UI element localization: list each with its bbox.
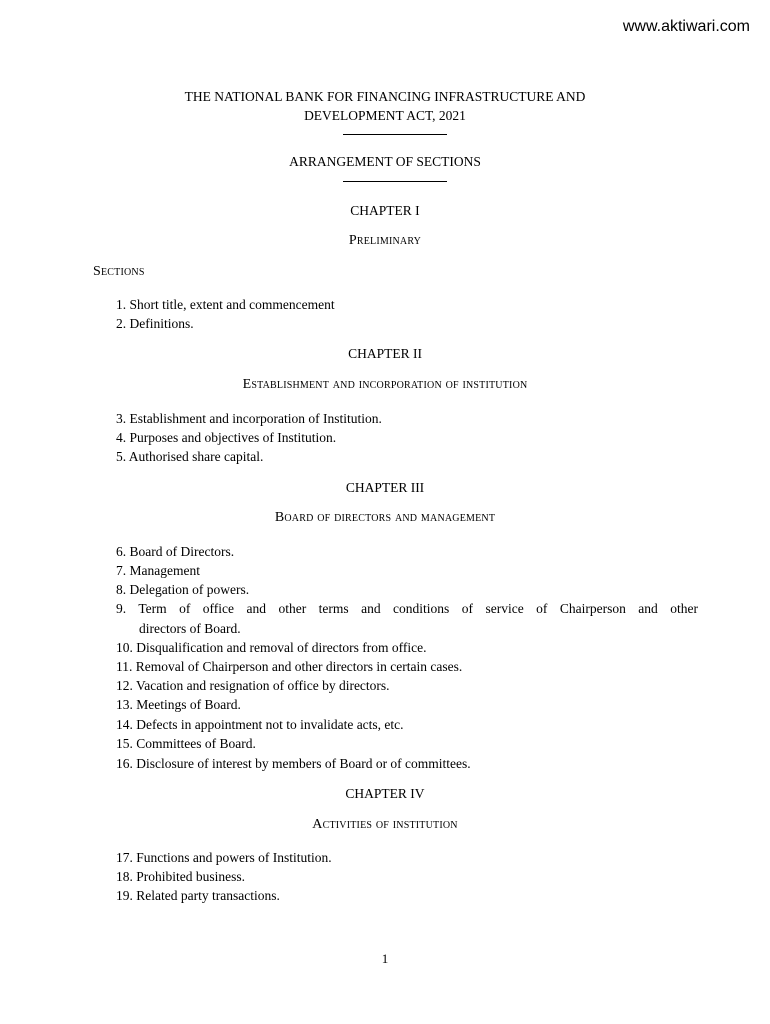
section-item: 16. Disclosure of interest by members of Board or of committees.: [116, 756, 471, 771]
chapter-3-subheading: Board of directors and management: [274, 510, 496, 525]
section-item: 9. Term of office and other terms and conditions of service of Chairperson and other: [116, 601, 698, 616]
section-item: 18. Prohibited business.: [116, 869, 246, 884]
arrangement-rule: [343, 181, 447, 182]
chapter-2-heading: CHAPTER II: [348, 346, 422, 361]
section-item: 6. Board of Directors.: [116, 544, 235, 559]
section-item: 7. Management: [116, 563, 200, 578]
section-item: 2. Definitions.: [116, 316, 194, 331]
section-item: 1. Short title, extent and commencement: [116, 297, 335, 312]
section-item: 4. Purposes and objectives of Institution.: [116, 430, 337, 445]
section-item: 3. Establishment and incorporation of Institution.: [116, 411, 382, 426]
section-item: 11. Removal of Chairperson and other directors in certain cases.: [116, 659, 463, 674]
title-rule: [343, 134, 447, 135]
sections-label: Sections: [93, 264, 145, 279]
section-item: 10. Disqualification and removal of directors from office.: [116, 640, 427, 655]
section-item: 8. Delegation of powers.: [116, 582, 250, 597]
watermark: www.aktiwari.com: [622, 18, 750, 35]
section-item: 5. Authorised share capital.: [116, 449, 264, 464]
act-title-line2: DEVELOPMENT ACT, 2021: [304, 108, 466, 123]
section-item-continuation: directors of Board.: [139, 621, 241, 636]
section-item: 12. Vacation and resignation of office by directors.: [116, 678, 390, 693]
chapter-1-heading: CHAPTER I: [350, 203, 420, 218]
chapter-2-subheading: Establishment and incorporation of institution: [242, 377, 528, 392]
section-item: 15. Committees of Board.: [116, 736, 256, 751]
section-item: 14. Defects in appointment not to invalidate acts, etc.: [116, 717, 404, 732]
section-item: 17. Functions and powers of Institution.: [116, 850, 332, 865]
page-number: 1: [381, 951, 389, 966]
section-item: 13. Meetings of Board.: [116, 697, 241, 712]
section-item: 19. Related party transactions.: [116, 888, 280, 903]
chapter-1-subheading: Preliminary: [348, 233, 422, 248]
arrangement-heading: ARRANGEMENT OF SECTIONS: [289, 154, 481, 169]
act-title-line1: THE NATIONAL BANK FOR FINANCING INFRASTRUCTURE AND: [184, 89, 586, 104]
chapter-4-subheading: Activities of institution: [312, 817, 458, 832]
chapter-3-heading: CHAPTER III: [345, 480, 425, 495]
chapter-4-heading: CHAPTER IV: [345, 786, 425, 801]
